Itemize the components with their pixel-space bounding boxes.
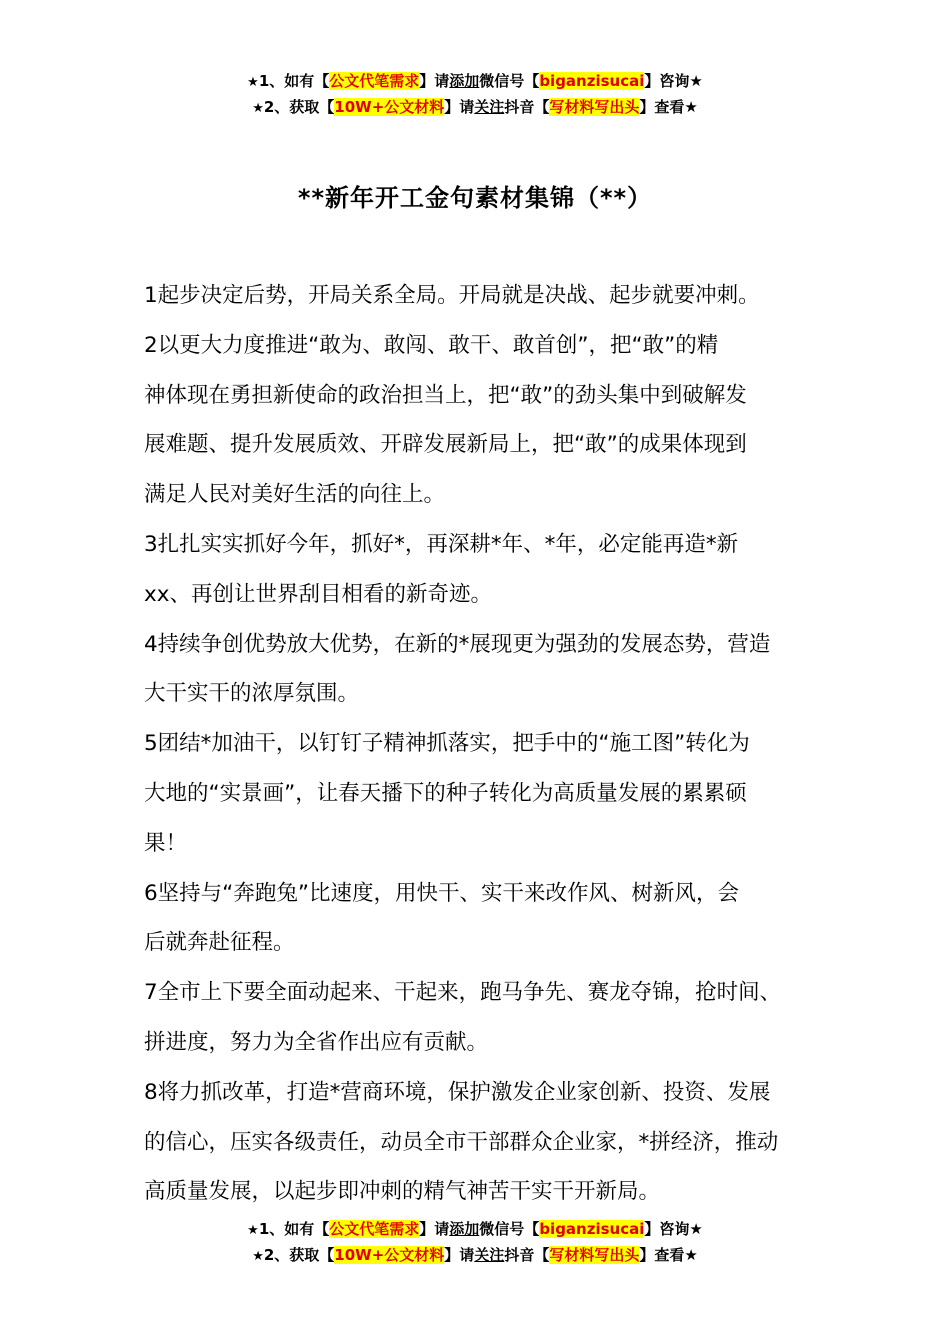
paragraph-8: 8将力抓改革，打造*营商环境，保护激发企业家创新、投资、发展 的信心，压实各级责任，动员全市干部群众企业家，*拼经济，推动 高质量发展，以起步即冲刺的精气神苦干实干开新局。	[144, 1079, 779, 1205]
highlight-wechat-id: biganzisucai	[539, 1220, 645, 1238]
banner-line-1	[0, 1217, 950, 1243]
paragraph-5: 5团结*加油干，以钉钉子精神抓落实，把手中的“施工图”转化为 大地的“实景画”，让春天播下的种子转化为高质量发展的累累硕 果！	[144, 731, 750, 856]
paragraph-3: 3扎扎实实抓好今年，抓好*，再深耕*年、*年，必定能再造*新 xx、再创让世界刮目相看的新奇迹。	[144, 531, 739, 607]
highlight-service: 公文代笔需求	[329, 1220, 420, 1238]
banner-text: 】咨询★	[644, 1220, 703, 1238]
banner-text: 】查看★	[639, 98, 698, 116]
highlight-materials: 10W+公文材料	[334, 98, 445, 116]
document-body	[144, 271, 824, 1217]
banner-text: 】请	[444, 98, 475, 116]
paragraph-7: 7全市上下要全面动起来、干起来，跑马争先、赛龙夺锦，抢时间、 拼进度，努力为全省作出应有贡献。	[144, 980, 782, 1055]
banner-emphasis: 添加	[449, 1220, 480, 1238]
banner-text: 抖音【	[504, 98, 550, 116]
banner-text: 抖音【	[504, 1246, 550, 1264]
banner-emphasis: 关注	[474, 98, 505, 116]
banner-line-2	[0, 95, 950, 121]
footer-banner	[0, 1217, 950, 1269]
banner-text: 2、获取【	[263, 98, 335, 116]
highlight-douyin-id: 写材料写出头	[549, 1246, 640, 1264]
banner-text: 】请	[444, 1246, 475, 1264]
banner-text: 1、如有【	[258, 72, 330, 90]
highlight-service: 公文代笔需求	[329, 72, 420, 90]
highlight-douyin-id: 写材料写出头	[549, 98, 640, 116]
banner-text: 1、如有【	[258, 1220, 330, 1238]
document-title: **新年开工金句素材集锦（**）	[297, 184, 653, 212]
paragraph-6: 6坚持与“奔跑兔”比速度，用快干、实干来改作风、树新风，会 后就奔赴征程。	[144, 880, 739, 956]
highlight-materials: 10W+公文材料	[334, 1246, 445, 1264]
paragraph-1: 1起步决定后势，开局关系全局。开局就是决战、起步就要冲刺。	[144, 283, 760, 308]
banner-line-1	[0, 69, 950, 95]
banner-text: 微信号【	[479, 1220, 540, 1238]
banner-text: 微信号【	[479, 72, 540, 90]
star-icon: ★	[247, 75, 259, 90]
star-icon: ★	[252, 101, 264, 116]
banner-text: 2、获取【	[263, 1246, 335, 1264]
banner-text: 】请	[419, 1220, 450, 1238]
banner-emphasis: 关注	[474, 1246, 505, 1264]
header-banner	[0, 69, 950, 121]
paragraph-2: 2以更大力度推进“敢为、敢闯、敢干、敢首创”，把“敢”的精 神体现在勇担新使命的政治担当上，把“敢”的劲头集中到破解发 展难题、提升发展质效、开辟发展新局上，把“敢”的成果体现到 满足人民对美好生活的向往上。	[144, 332, 747, 508]
banner-emphasis: 添加	[449, 72, 480, 90]
banner-text: 】查看★	[639, 1246, 698, 1264]
paragraph-4: 4持续争创优势放大优势，在新的*展现更为强劲的发展态势，营造 大干实干的浓厚氛围。	[144, 631, 771, 707]
star-icon: ★	[252, 1249, 264, 1264]
banner-text: 】请	[419, 72, 450, 90]
highlight-wechat-id: biganzisucai	[539, 72, 645, 90]
star-icon: ★	[247, 1223, 259, 1238]
banner-line-2	[0, 1243, 950, 1269]
banner-text: 】咨询★	[644, 72, 703, 90]
